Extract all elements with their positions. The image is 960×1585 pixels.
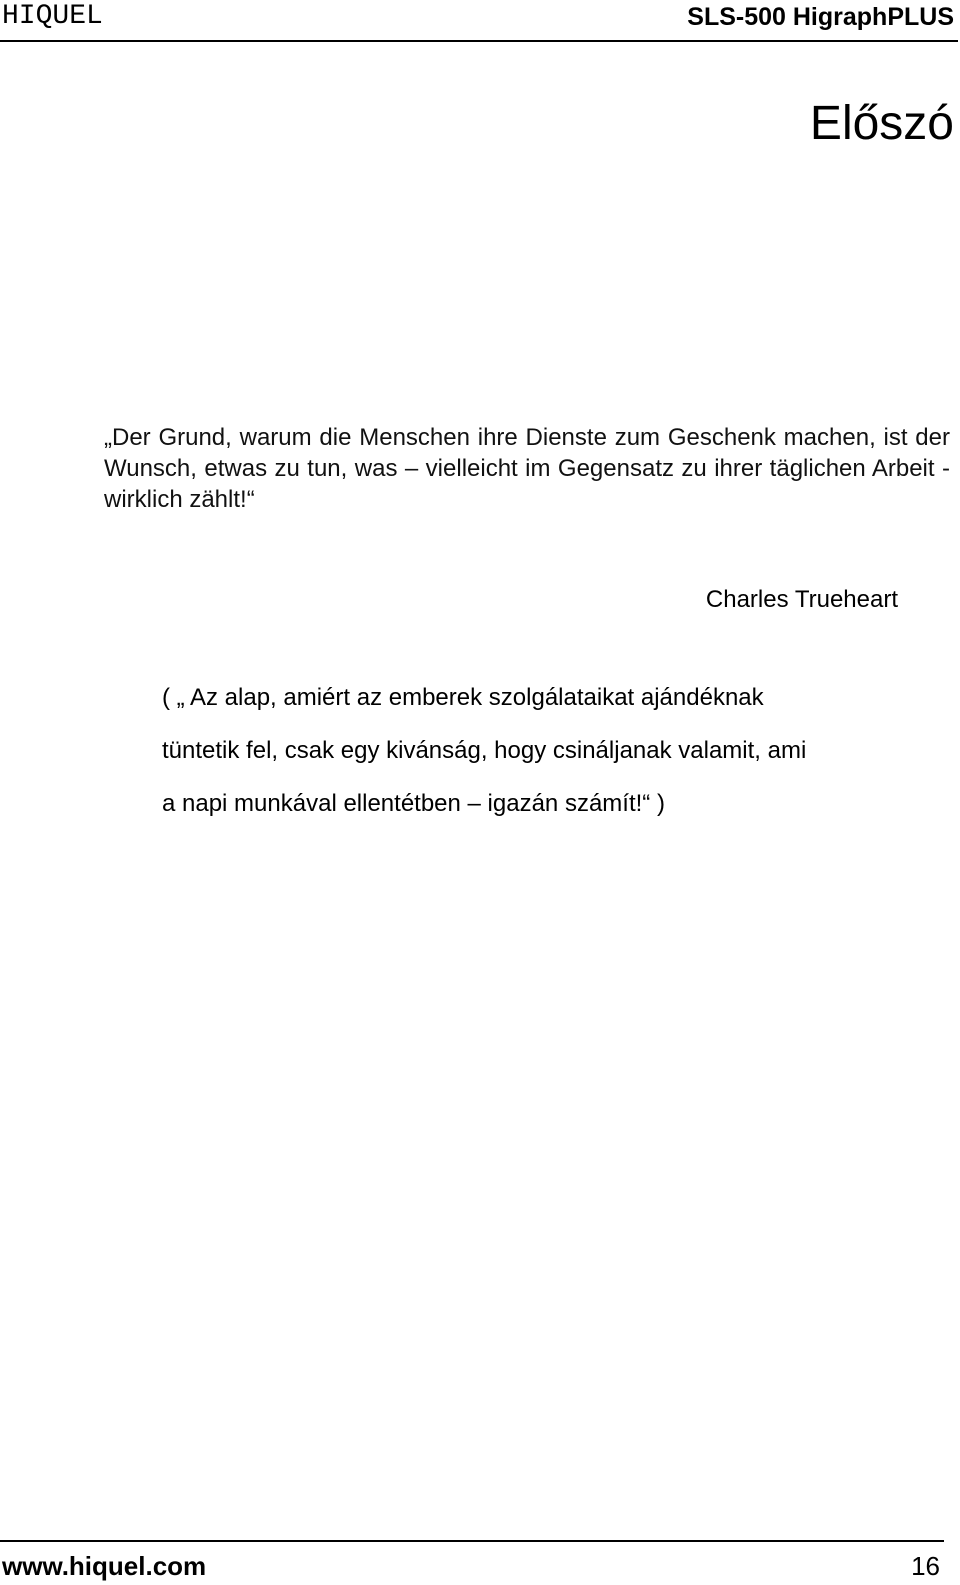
page-number: 16 [911, 1551, 940, 1581]
quote-author: Charles Trueheart [705, 586, 898, 613]
translation-line: ( „ Az alap, amiért az emberek szolgálataikat ajándéknak [162, 684, 764, 711]
page-title: Előszó [809, 97, 954, 150]
page-footer [0, 1540, 944, 1585]
footer-url[interactable]: www.hiquel.com [2, 1551, 207, 1581]
brand-name: HIQUEL [2, 1, 103, 32]
page-header [0, 0, 958, 42]
quote-text: „Der Grund, warum die Menschen ihre Dienste zum Geschenk machen, ist der Wunsch, etwas zu tun, was – vielleicht im Gegensatz zu ihrer täglichen Arbeit - wirklich zählt!“ [104, 424, 950, 513]
quote-translation [162, 680, 952, 821]
translation-line: a napi munkával ellentétben – igazán számít!“ ) [162, 790, 665, 817]
product-name: SLS-500 HigraphPLUS [687, 3, 954, 31]
footer-divider [0, 1540, 944, 1542]
translation-line: tüntetik fel, csak egy kivánság, hogy csináljanak valamit, ami [162, 737, 807, 764]
